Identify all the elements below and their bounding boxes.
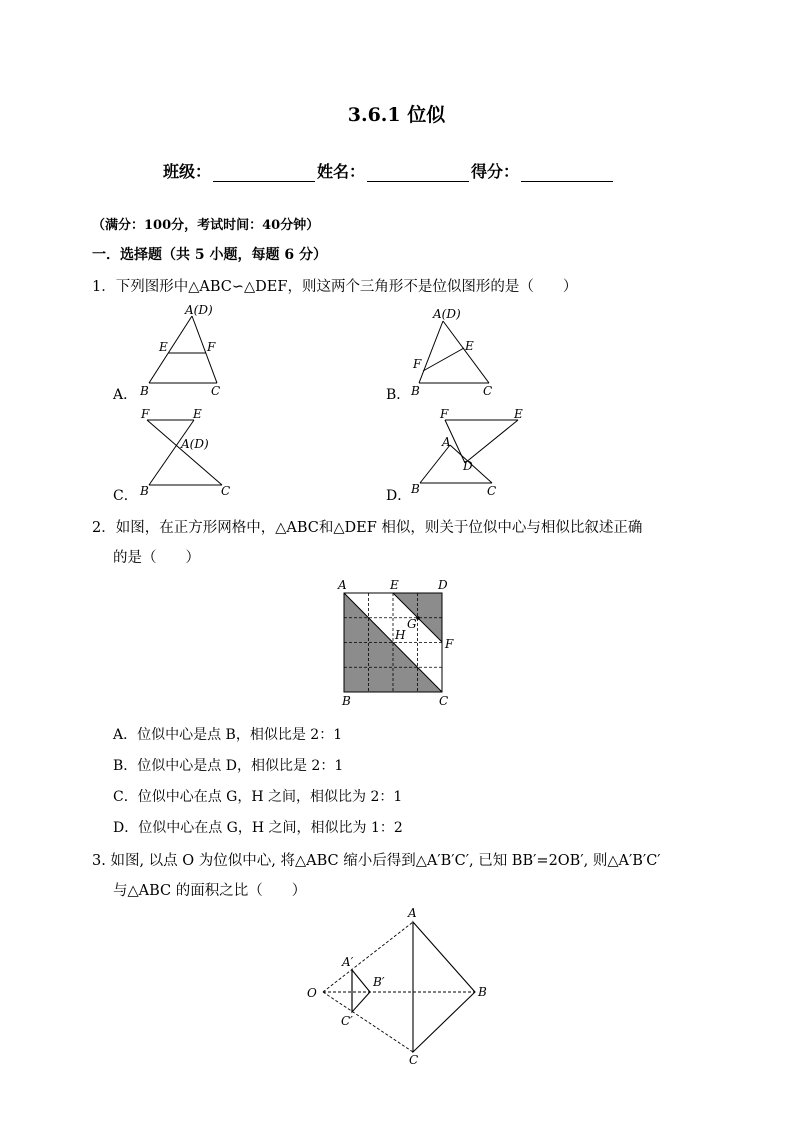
label-a-d: A(D) <box>185 303 213 317</box>
question-2-text-line1: 2．如图，在正方形网格中，△ABC和△DEF 相似，则关于位似中心与相似比叙述正确 <box>92 520 643 536</box>
q1-figure-a <box>135 300 235 400</box>
q3-homothety-figure <box>300 900 500 1070</box>
label-f: F <box>207 340 216 354</box>
q1-option-b[interactable]: B． <box>386 387 411 403</box>
question-2-text-line2: 的是（ ） <box>113 550 200 566</box>
question-3-text-line1: 3. 如图, 以点 O 为位似中心, 将△ABC 缩小后得到△A′B′C′, 已知 BB′=2OB′, 则△A′B′C′ <box>92 853 661 869</box>
label-a: A <box>442 435 451 449</box>
class-blank[interactable] <box>213 161 315 182</box>
q2-option-a[interactable]: A．位似中心是点 B，相似比是 2：1 <box>113 727 343 743</box>
label-a-prime: A′ <box>342 955 354 969</box>
page-title: 3.6.1 位似 <box>347 104 446 126</box>
label-c: C <box>211 384 221 398</box>
q1-figure-c <box>135 400 245 500</box>
label-a: A <box>408 906 417 920</box>
section-heading: 一．选择题（共 5 小题，每题 6 分） <box>92 247 327 263</box>
label-d: D <box>438 578 448 592</box>
q2-option-c[interactable]: C．位似中心在点 G，H 之间，相似比为 2：1 <box>113 789 403 805</box>
label-c: C <box>409 1053 419 1067</box>
score-label: 得分： <box>471 162 520 181</box>
label-e: E <box>514 407 523 421</box>
question-3-text-line2: 与△ABC 的面积之比（ ） <box>113 883 307 899</box>
label-h: H <box>395 628 406 642</box>
label-a-d: A(D) <box>181 437 209 451</box>
label-e: E <box>159 340 168 354</box>
name-blank[interactable] <box>367 161 469 182</box>
q1-option-c[interactable]: C． <box>113 488 138 504</box>
q1-option-a[interactable]: A． <box>113 387 138 403</box>
student-info-row <box>163 159 615 182</box>
label-b-prime: B′ <box>373 975 385 989</box>
label-g: G <box>407 617 417 631</box>
q1-option-d[interactable]: D． <box>386 488 412 504</box>
label-b: B <box>411 482 420 496</box>
label-b: B <box>342 694 351 708</box>
label-b: B <box>411 384 420 398</box>
q1-figure-d <box>405 400 535 500</box>
label-a: A <box>338 578 347 592</box>
exam-meta: （满分：100分，考试时间：40分钟） <box>92 218 320 233</box>
name-label: 姓名： <box>317 162 366 181</box>
label-f: F <box>413 357 422 371</box>
label-c: C <box>439 694 449 708</box>
label-d: D <box>463 459 473 473</box>
q2-option-d[interactable]: D．位似中心在点 G，H 之间，相似比为 1：2 <box>113 820 403 836</box>
label-b: B <box>140 484 149 498</box>
label-e: E <box>465 339 474 353</box>
label-o: O <box>307 986 317 1000</box>
label-b: B <box>478 985 487 999</box>
question-1-text: 1．下列图形中△ABC∽△DEF，则这两个三角形不是位似图形的是（ ） <box>92 279 578 295</box>
q2-option-b[interactable]: B．位似中心是点 D，相似比是 2：1 <box>113 758 344 774</box>
label-c-prime: C′ <box>341 1014 353 1028</box>
label-e: E <box>390 578 399 592</box>
label-f: F <box>141 407 150 421</box>
class-label: 班级： <box>163 162 212 181</box>
label-f: F <box>440 407 449 421</box>
label-c: C <box>487 484 497 498</box>
q1-figure-b <box>405 300 505 400</box>
label-c: C <box>483 384 493 398</box>
label-a-d: A(D) <box>433 307 461 321</box>
score-blank[interactable] <box>521 161 613 182</box>
q2-grid-figure <box>330 575 465 710</box>
label-c: C <box>221 484 231 498</box>
label-b: B <box>140 384 149 398</box>
label-f: F <box>445 637 454 651</box>
label-e: E <box>193 407 202 421</box>
